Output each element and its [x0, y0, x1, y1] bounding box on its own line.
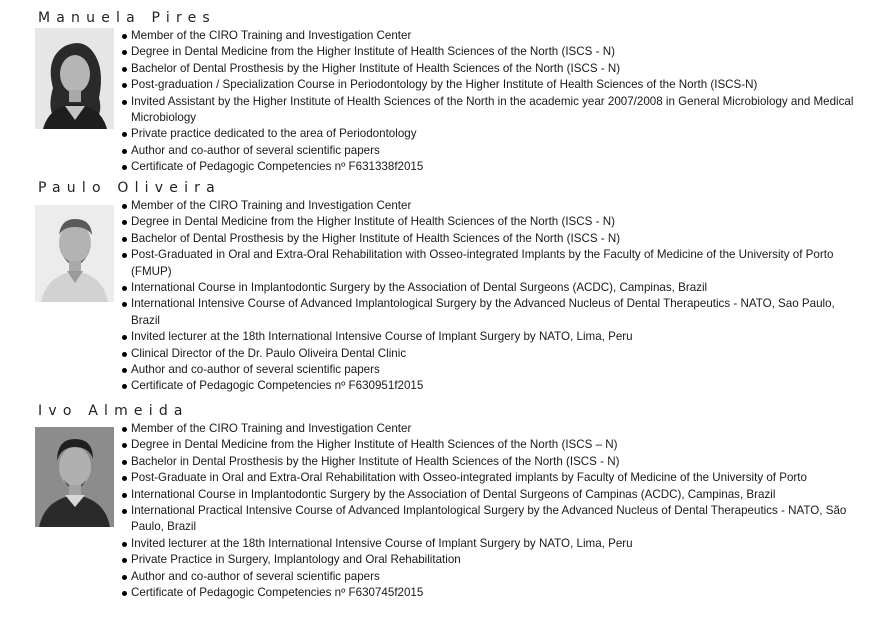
qualification-item: Certificate of Pedagogic Competencies nº F630745f2015 [121, 585, 866, 601]
qualification-item: Certificate of Pedagogic Competencies nº F630951f2015 [121, 378, 866, 394]
qualification-item: Bachelor of Dental Prosthesis by the Higher Institute of Health Sciences of the North (ISCS - N) [121, 231, 866, 247]
qualification-item: Author and co-author of several scientific papers [121, 362, 866, 378]
qualification-item: Bachelor of Dental Prosthesis by the Higher Institute of Health Sciences of the North (ISCS - N) [121, 61, 866, 77]
person-name: Manuela Pires [38, 10, 216, 26]
qualification-item: Post-Graduated in Oral and Extra-Oral Rehabilitation with Osseo-integrated Implants by the Faculty of Medicine of the University of Porto (FMUP) [121, 247, 866, 280]
qualification-item: Post-graduation / Specialization Course in Periodontology by the Higher Institute of Health Sciences of the North (ISCS-N) [121, 77, 866, 93]
portrait-photo [35, 427, 114, 527]
qualification-item: Certificate of Pedagogic Competencies nº F631338f2015 [121, 159, 866, 175]
qualification-item: Member of the CIRO Training and Investigation Center [121, 421, 866, 437]
qualification-item: Degree in Dental Medicine from the Higher Institute of Health Sciences of the North (ISCS – N) [121, 437, 866, 453]
qualification-item: Invited lecturer at the 18th International Intensive Course of Implant Surgery by NATO, Lima, Peru [121, 329, 866, 345]
portrait-photo [35, 205, 114, 302]
qualification-item: Invited lecturer at the 18th International Intensive Course of Implant Surgery by NATO, Lima, Peru [121, 536, 866, 552]
qualification-item: International Intensive Course of Advanced Implantological Surgery by the Advanced Nucleus of Dental Therapeutics - NATO, Sao Paulo, Brazil [121, 296, 866, 329]
qualification-list [121, 198, 866, 395]
qualification-item: International Course in Implantodontic Surgery by the Association of Dental Surgeons of Campinas (ACDC), Campinas, Brazil [121, 487, 866, 503]
qualification-item: Post-Graduate in Oral and Extra-Oral Rehabilitation with Osseo-integrated implants by Faculty of Medicine of the University of Porto [121, 470, 866, 486]
qualification-item: Member of the CIRO Training and Investigation Center [121, 198, 866, 214]
qualification-item: Member of the CIRO Training and Investigation Center [121, 28, 866, 44]
qualification-item: Private practice dedicated to the area of Periodontology [121, 126, 866, 142]
qualification-item: Author and co-author of several scientific papers [121, 569, 866, 585]
portrait-photo [35, 28, 114, 129]
qualification-item: Degree in Dental Medicine from the Higher Institute of Health Sciences of the North (ISCS - N) [121, 214, 866, 230]
qualification-list [121, 421, 866, 601]
person-name: Paulo Oliveira [38, 180, 221, 196]
qualification-item: International Practical Intensive Course of Advanced Implantological Surgery by the Advanced Nucleus of Dental Therapeutics - NATO, São Paulo, Brazil [121, 503, 866, 536]
qualification-item: Degree in Dental Medicine from the Higher Institute of Health Sciences of the North (ISCS - N) [121, 44, 866, 60]
person-name: Ivo Almeida [38, 403, 189, 419]
qualification-item: Invited Assistant by the Higher Institute of Health Sciences of the North in the academic year 2007/2008 in General Microbiology and Medical Microbiology [121, 94, 866, 127]
qualification-list [121, 28, 866, 176]
qualification-item: Private Practice in Surgery, Implantology and Oral Rehabilitation [121, 552, 866, 568]
qualification-item: International Course in Implantodontic Surgery by the Association of Dental Surgeons (ACDC), Campinas, Brazil [121, 280, 866, 296]
qualification-item: Author and co-author of several scientific papers [121, 143, 866, 159]
qualification-item: Clinical Director of the Dr. Paulo Oliveira Dental Clinic [121, 346, 866, 362]
qualification-item: Bachelor in Dental Prosthesis by the Higher Institute of Health Sciences of the North (ISCS - N) [121, 454, 866, 470]
